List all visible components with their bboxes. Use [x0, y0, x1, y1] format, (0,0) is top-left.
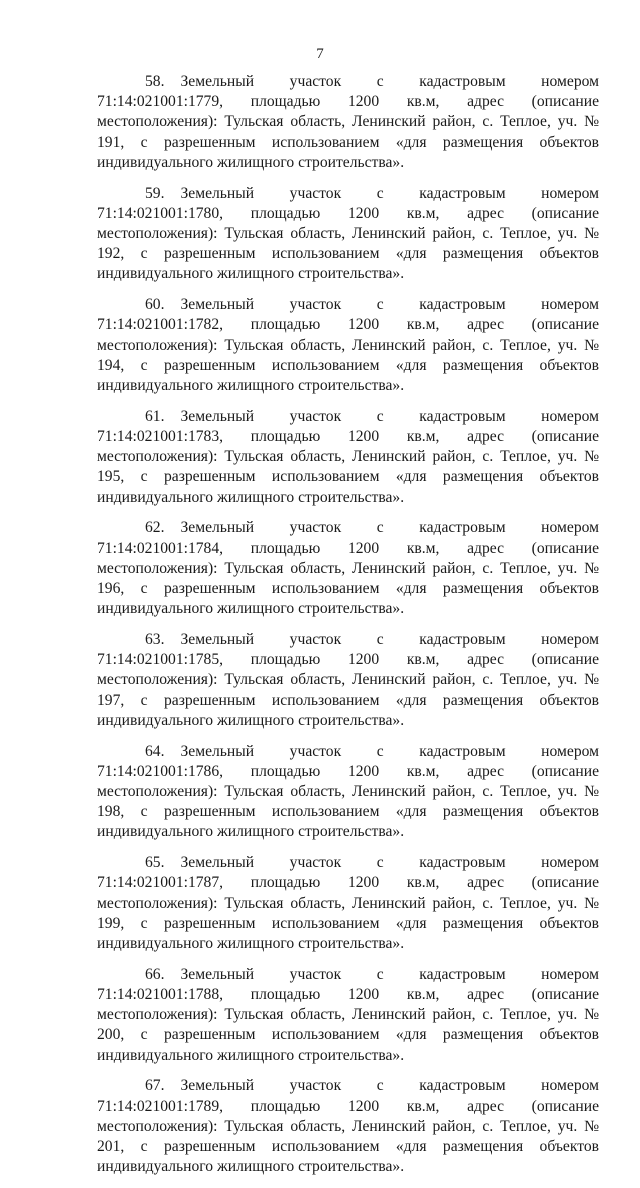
item-number: 67. [145, 1077, 165, 1095]
item-number: 58. [145, 73, 165, 90]
item-text: Земельный участок с кадастровым номером 71:14:021001:1785, площадью 1200 кв.м, адрес (описание местоположения): Тульская область, Ленинский район, с. Теплое, уч. № 197, с разрешенным использованием «для размещения объектов индивидуального жилищного строительства». [97, 631, 599, 729]
item-number: 65. [145, 854, 165, 872]
item-number: 62. [145, 519, 165, 537]
list-item [97, 1076, 599, 1177]
list-item [97, 630, 599, 731]
document-body [97, 72, 599, 1188]
item-number: 61. [145, 407, 165, 425]
item-text: Земельный участок с кадастровым номером 71:14:021001:1787, площадью 1200 кв.м, адрес (описание местоположения): Тульская область, Ленинский район, с. Теплое, уч. № 199, с разрешенным использованием «для размещения объектов индивидуального жилищного строительства». [97, 854, 599, 953]
item-text: Земельный участок с кадастровым номером 71:14:021001:1782, площадью 1200 кв.м, адрес (описание местоположения): Тульская область, Ленинский район, с. Теплое, уч. № 194, с разрешенным использованием «для размещения объектов индивидуального жилищного строительства». [97, 296, 599, 395]
item-number: 66. [145, 965, 165, 983]
list-item [97, 72, 599, 173]
list-item [97, 742, 599, 843]
list-item [97, 518, 599, 619]
item-text: Земельный участок с кадастровым номером 71:14:021001:1783, площадью 1200 кв.м, адрес (описание местоположения): Тульская область, Ленинский район, с. Теплое, уч. № 195, с разрешенным использованием «для размещения объектов индивидуального жилищного строительства». [97, 407, 599, 506]
list-item [97, 853, 599, 954]
item-text: Земельный участок с кадастровым номером 71:14:021001:1779, площадью 1200 кв.м, адрес (описание местоположения): Тульская область, Ленинский район, с. Теплое, уч. № 191, с разрешенным использованием «для размещения объектов индивидуального жилищного строительства». [97, 73, 599, 171]
item-text: Земельный участок с кадастровым номером 71:14:021001:1784, площадью 1200 кв.м, адрес (описание местоположения): Тульская область, Ленинский район, с. Теплое, уч. № 196, с разрешенным использованием «для размещения объектов индивидуального жилищного строительства». [97, 519, 599, 618]
page-number: 7 [316, 46, 324, 62]
list-item [97, 407, 599, 508]
item-text: Земельный участок с кадастровым номером 71:14:021001:1780, площадью 1200 кв.м, адрес (описание местоположения): Тульская область, Ленинский район, с. Теплое, уч. № 192, с разрешенным использованием «для размещения объектов индивидуального жилищного строительства». [97, 184, 599, 283]
item-number: 64. [145, 742, 165, 760]
item-number: 63. [145, 631, 165, 649]
item-text: Земельный участок с кадастровым номером 71:14:021001:1789, площадью 1200 кв.м, адрес (описание местоположения): Тульская область, Ленинский район, с. Теплое, уч. № 201, с разрешенным использованием «для размещения объектов индивидуального жилищного строительства». [97, 1077, 599, 1176]
item-text: Земельный участок с кадастровым номером 71:14:021001:1786, площадью 1200 кв.м, адрес (описание местоположения): Тульская область, Ленинский район, с. Теплое, уч. № 198, с разрешенным использованием «для размещения объектов индивидуального жилищного строительства». [97, 742, 599, 841]
item-text: Земельный участок с кадастровым номером 71:14:021001:1788, площадью 1200 кв.м, адрес (описание местоположения): Тульская область, Ленинский район, с. Теплое, уч. № 200, с разрешенным использованием «для размещения объектов индивидуального жилищного строительства». [97, 965, 599, 1064]
item-number: 59. [145, 184, 165, 202]
list-item [97, 295, 599, 396]
item-number: 60. [145, 296, 165, 314]
list-item [97, 184, 599, 285]
list-item [97, 965, 599, 1066]
